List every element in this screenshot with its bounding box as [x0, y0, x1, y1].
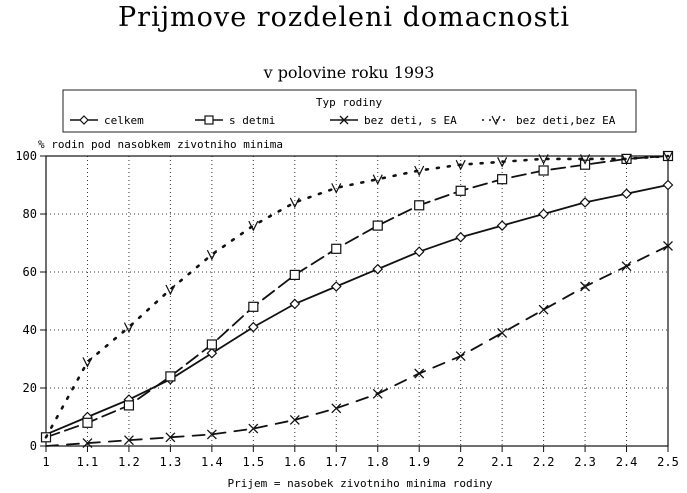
diamond-marker: [415, 247, 424, 256]
diamond-marker: [80, 116, 88, 124]
x-tick-label: 1.7: [325, 455, 348, 469]
diamond-marker: [290, 299, 299, 308]
y-tick-label: 0: [29, 439, 37, 453]
legend-label: bez deti,bez EA: [516, 114, 616, 127]
square-marker: [166, 372, 175, 381]
square-marker: [83, 418, 92, 427]
legend-title: Typ rodiny: [315, 96, 383, 109]
series-0: [46, 181, 673, 435]
x-tick-label: 2.3: [574, 455, 596, 469]
diamond-marker: [332, 282, 341, 291]
x-tick-label: 1.1: [76, 455, 99, 469]
square-marker: [124, 401, 133, 410]
diamond-marker: [581, 198, 590, 207]
plot-frame: [46, 156, 668, 446]
series-1: [42, 152, 673, 442]
square-marker: [498, 175, 507, 184]
diamond-marker: [539, 210, 548, 219]
square-marker: [290, 270, 299, 279]
y-axis-label: % rodin pod nasobkem zivotniho minima: [38, 138, 284, 151]
x-tick-label: 2.2: [532, 455, 555, 469]
x-tick-label: 1.9: [408, 455, 431, 469]
series-line: [46, 185, 668, 434]
axes: [15, 149, 679, 469]
chart-title: Prijmove rozdeleni domacnosti: [118, 2, 570, 33]
y-tick-label: 20: [22, 381, 37, 395]
y-tick-label: 100: [15, 149, 37, 163]
y-tick-label: 80: [22, 207, 37, 221]
square-marker: [205, 116, 213, 124]
x-tick-label: 1.8: [366, 455, 389, 469]
x-marker: [332, 404, 341, 413]
x-axis-label: Prijem = nasobek zivotniho minima rodiny: [227, 477, 493, 490]
y-tick-label: 40: [22, 323, 37, 337]
x-tick-label: 1.5: [242, 455, 265, 469]
square-marker: [539, 166, 548, 175]
series-layer: [42, 152, 673, 448]
x-tick-label: 1.4: [201, 455, 223, 469]
x-tick-label: 2.5: [657, 455, 679, 469]
y-tick-label: 60: [22, 265, 37, 279]
diamond-marker: [456, 233, 465, 242]
legend: [63, 90, 636, 132]
square-marker: [456, 186, 465, 195]
series-line: [46, 246, 668, 446]
x-tick-label: 2.1: [491, 455, 513, 469]
diamond-marker: [664, 181, 673, 190]
square-marker: [332, 244, 341, 253]
square-marker: [415, 201, 424, 210]
x-marker: [622, 262, 631, 271]
square-marker: [207, 340, 216, 349]
diamond-marker: [207, 349, 216, 358]
square-marker: [373, 221, 382, 230]
legend-label: s detmi: [229, 114, 276, 127]
x-tick-label: 2.4: [615, 455, 638, 469]
diamond-marker: [622, 189, 631, 198]
legend-label: bez deti, s EA: [364, 114, 457, 127]
x-tick-label: 1.2: [118, 455, 140, 469]
x-tick-label: 1: [42, 455, 50, 469]
square-marker: [249, 302, 258, 311]
x-marker: [581, 282, 590, 291]
grid: [46, 156, 668, 446]
legend-items: [70, 114, 616, 127]
x-tick-label: 1.3: [159, 455, 182, 469]
x-tick-label: 2: [457, 455, 465, 469]
diamond-marker: [498, 221, 507, 230]
legend-label: celkem: [104, 114, 144, 127]
x-tick-label: 1.6: [283, 455, 306, 469]
chart-subtitle: v polovine roku 1993: [263, 63, 435, 82]
